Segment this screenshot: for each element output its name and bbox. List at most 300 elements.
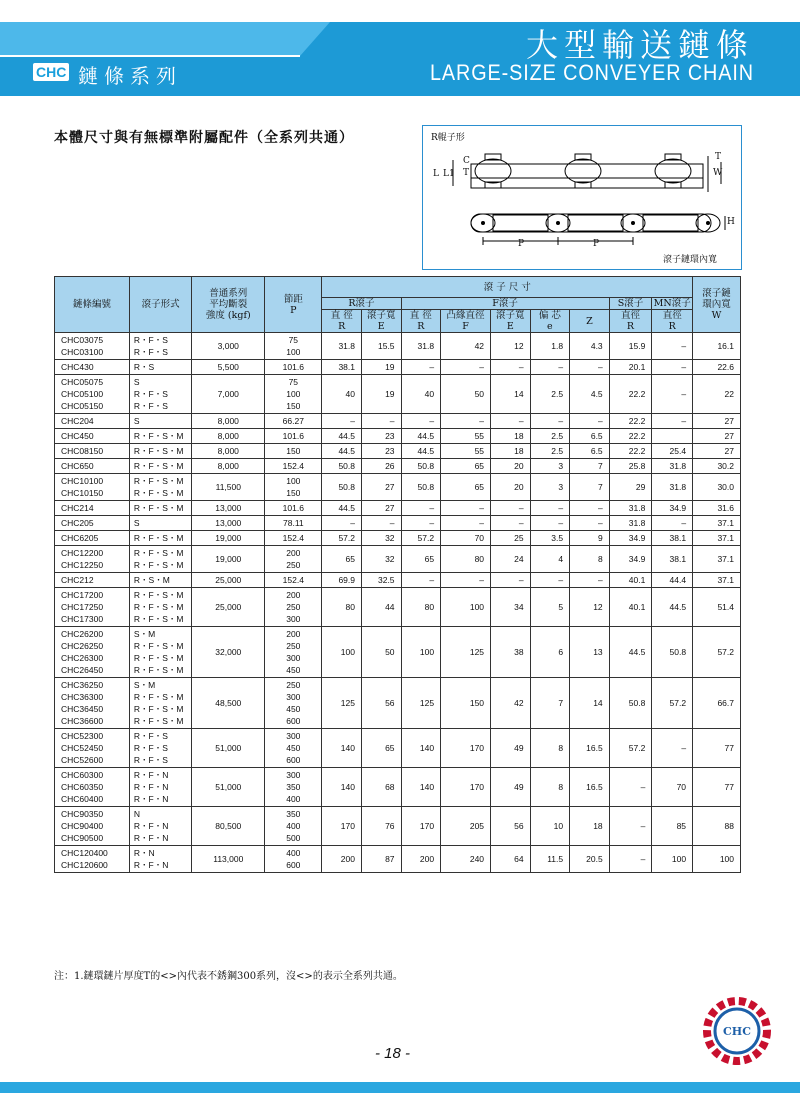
value-cell: – [609, 846, 652, 873]
value-cell: 55 [441, 429, 491, 444]
value-cell: 24 [491, 546, 531, 573]
value-cell: 20 [491, 474, 531, 501]
table-row [55, 729, 741, 768]
chain-no-cell: CHC450 [55, 429, 130, 444]
value-cell: 32 [361, 531, 401, 546]
value-cell: 6 [530, 627, 570, 678]
value-cell: 50 [361, 627, 401, 678]
value-cell: 40.1 [609, 588, 652, 627]
roller-type-cell: S R・F・S R・F・S [129, 375, 191, 414]
value-cell: 44.5 [652, 588, 693, 627]
col-mn-roller: MN滾子 [653, 298, 691, 309]
pitch-cell: 200 250 300 [265, 588, 322, 627]
pitch-cell: 152.4 [265, 459, 322, 474]
table-row [55, 768, 741, 807]
value-cell: 27 [361, 501, 401, 516]
footer-bar [0, 1082, 800, 1093]
pitch-cell: 101.6 [265, 360, 322, 375]
page-title-cn: 大型輸送鏈條 [525, 26, 754, 64]
table-row [55, 429, 741, 444]
value-cell: 50.8 [401, 474, 441, 501]
value-cell: 19 [361, 360, 401, 375]
value-cell: 56 [361, 678, 401, 729]
value-cell: 125 [441, 627, 491, 678]
strength-cell: 13,000 [192, 516, 265, 531]
value-cell: 15.5 [361, 333, 401, 360]
value-cell: – [652, 375, 693, 414]
pitch-cell: 101.6 [265, 429, 322, 444]
value-cell: 7 [530, 678, 570, 729]
value-cell: 44.5 [322, 444, 362, 459]
value-cell: 87 [361, 846, 401, 873]
table-row [55, 333, 741, 360]
value-cell: 50.8 [322, 459, 362, 474]
strength-cell: 11,500 [192, 474, 265, 501]
value-cell: 57.2 [652, 678, 693, 729]
value-cell: 50.8 [609, 678, 652, 729]
value-cell: 50.8 [652, 627, 693, 678]
strength-cell: 7,000 [192, 375, 265, 414]
value-cell: – [609, 807, 652, 846]
value-cell: 20 [491, 459, 531, 474]
table-row [55, 414, 741, 429]
pitch-cell: 300 350 400 [265, 768, 322, 807]
pitch-cell: 101.6 [265, 501, 322, 516]
value-cell: 77 [693, 729, 741, 768]
value-cell: 34.9 [609, 531, 652, 546]
value-cell: 31.8 [401, 333, 441, 360]
value-cell: 37.1 [693, 546, 741, 573]
strength-cell: 8,000 [192, 429, 265, 444]
subcol-f-ecc: 偏 芯 e [530, 310, 570, 333]
value-cell: 40 [322, 375, 362, 414]
value-cell: 40 [401, 375, 441, 414]
value-cell: 240 [441, 846, 491, 873]
value-cell: – [652, 516, 693, 531]
value-cell: 23 [361, 444, 401, 459]
value-cell: 34.9 [652, 501, 693, 516]
strength-cell: 48,500 [192, 678, 265, 729]
value-cell: – [491, 573, 531, 588]
strength-cell: 19,000 [192, 546, 265, 573]
table-row [55, 375, 741, 414]
table-row [55, 459, 741, 474]
value-cell: 42 [441, 333, 491, 360]
col-pitch: 節距 P [265, 277, 322, 333]
value-cell: 100 [693, 846, 741, 873]
subcol-r-dia: 直 徑 R [322, 310, 362, 333]
strength-cell: 13,000 [192, 501, 265, 516]
strength-cell: 32,000 [192, 627, 265, 678]
value-cell: 100 [652, 846, 693, 873]
value-cell: 140 [322, 768, 362, 807]
value-cell: 20.5 [570, 846, 610, 873]
value-cell: 9 [570, 531, 610, 546]
value-cell: 77 [693, 768, 741, 807]
value-cell: – [401, 501, 441, 516]
pitch-cell: 200 250 300 450 [265, 627, 322, 678]
roller-type-cell: R・F・S R・F・S R・F・S [129, 729, 191, 768]
value-cell: 15.9 [609, 333, 652, 360]
value-cell: 2.5 [530, 375, 570, 414]
chain-no-cell: CHC36250 CHC36300 CHC36450 CHC36600 [55, 678, 130, 729]
table-row [55, 546, 741, 573]
strength-cell: 113,000 [192, 846, 265, 873]
pitch-cell: 75 100 [265, 333, 322, 360]
value-cell: 7 [570, 459, 610, 474]
value-cell: – [491, 414, 531, 429]
value-cell: – [322, 516, 362, 531]
chain-no-cell: CHC214 [55, 501, 130, 516]
value-cell: 140 [401, 768, 441, 807]
roller-type-cell: R・F・S・M [129, 444, 191, 459]
value-cell: – [491, 501, 531, 516]
value-cell: 150 [441, 678, 491, 729]
roller-type-cell: R・F・S・M [129, 531, 191, 546]
roller-type-cell: R・F・S・M [129, 429, 191, 444]
value-cell: – [441, 516, 491, 531]
value-cell: 125 [322, 678, 362, 729]
value-cell: 27 [693, 444, 741, 459]
value-cell: 76 [361, 807, 401, 846]
value-cell: – [570, 360, 610, 375]
value-cell: – [322, 414, 362, 429]
value-cell: – [570, 414, 610, 429]
value-cell: 25 [491, 531, 531, 546]
value-cell [652, 429, 693, 444]
value-cell: 31.8 [652, 459, 693, 474]
chain-no-cell: CHC26200 CHC26250 CHC26300 CHC26450 [55, 627, 130, 678]
page-title-en: LARGE-SIZE CONVEYER CHAIN [430, 60, 754, 85]
pitch-cell: 66.27 [265, 414, 322, 429]
chc-gear-logo [702, 996, 772, 1066]
value-cell: 205 [441, 807, 491, 846]
value-cell: 80 [322, 588, 362, 627]
chain-no-cell: CHC120400 CHC120600 [55, 846, 130, 873]
label-C: C [463, 156, 470, 166]
value-cell: 23 [361, 429, 401, 444]
value-cell: 70 [652, 768, 693, 807]
col-roller-type: 滾子形式 [129, 277, 191, 333]
value-cell: – [652, 333, 693, 360]
value-cell: 19 [361, 375, 401, 414]
subcol-s-dia: 直徑 R [609, 310, 652, 333]
value-cell: 65 [441, 474, 491, 501]
value-cell: 8 [570, 546, 610, 573]
chain-drawing [423, 126, 741, 269]
value-cell: 30.0 [693, 474, 741, 501]
value-cell: 38.1 [652, 546, 693, 573]
value-cell: 65 [401, 546, 441, 573]
table-row [55, 531, 741, 546]
strength-cell: 25,000 [192, 573, 265, 588]
strength-cell: 19,000 [192, 531, 265, 546]
value-cell: 37.1 [693, 531, 741, 546]
chain-diagram [422, 125, 742, 270]
value-cell: 170 [441, 729, 491, 768]
value-cell: 170 [322, 807, 362, 846]
value-cell: 2.5 [530, 444, 570, 459]
roller-type-cell: R・S [129, 360, 191, 375]
value-cell: 44.5 [401, 429, 441, 444]
value-cell: 22 [693, 375, 741, 414]
table-row [55, 627, 741, 678]
value-cell: 57.2 [609, 729, 652, 768]
pitch-cell: 150 [265, 444, 322, 459]
value-cell: 32 [361, 546, 401, 573]
value-cell: 69.9 [322, 573, 362, 588]
value-cell: 70 [441, 531, 491, 546]
roller-type-cell: S・M R・F・S・M R・F・S・M R・F・S・M [129, 678, 191, 729]
value-cell: 22.2 [609, 414, 652, 429]
value-cell: 44.5 [609, 627, 652, 678]
diagram-caption: R輥子形 [431, 133, 465, 143]
value-cell: – [570, 516, 610, 531]
strength-cell: 25,000 [192, 588, 265, 627]
pitch-cell: 152.4 [265, 531, 322, 546]
value-cell: 66.7 [693, 678, 741, 729]
value-cell: – [652, 360, 693, 375]
value-cell: 64 [491, 846, 531, 873]
value-cell: 8 [530, 729, 570, 768]
page-number: - 18 - [375, 1045, 411, 1062]
chain-no-cell: CHC03075 CHC03100 [55, 333, 130, 360]
value-cell: 125 [401, 678, 441, 729]
roller-type-cell: R・F・S R・F・S [129, 333, 191, 360]
value-cell: 25.8 [609, 459, 652, 474]
value-cell: 32.5 [361, 573, 401, 588]
value-cell: – [441, 414, 491, 429]
value-cell: 1.8 [530, 333, 570, 360]
chain-no-cell: CHC08150 [55, 444, 130, 459]
value-cell: 16.1 [693, 333, 741, 360]
table-row [55, 516, 741, 531]
value-cell: 16.5 [570, 768, 610, 807]
roller-type-cell: R・N R・F・N [129, 846, 191, 873]
pitch-cell: 300 450 600 [265, 729, 322, 768]
value-cell: – [401, 360, 441, 375]
spec-table [54, 276, 741, 873]
subcol-f-dia: 直 徑 R [401, 310, 441, 333]
pitch-cell: 350 400 500 [265, 807, 322, 846]
strength-cell: 51,000 [192, 768, 265, 807]
value-cell: 57.2 [693, 627, 741, 678]
value-cell: – [609, 768, 652, 807]
label-W: W [713, 168, 723, 178]
chain-no-cell: CHC60300 CHC60350 CHC60400 [55, 768, 130, 807]
value-cell: 38 [491, 627, 531, 678]
value-cell: 170 [401, 807, 441, 846]
value-cell: 18 [570, 807, 610, 846]
value-cell: 29 [609, 474, 652, 501]
table-row [55, 807, 741, 846]
value-cell: 7 [570, 474, 610, 501]
subcol-mn-dia: 直徑 R [652, 310, 693, 333]
value-cell: 100 [401, 627, 441, 678]
roller-type-cell: N R・F・N R・F・N [129, 807, 191, 846]
value-cell: 100 [322, 627, 362, 678]
section-title: 本體尺寸與有無標準附屬配件（全系列共通） [54, 130, 354, 146]
roller-type-cell: R・F・S・M [129, 501, 191, 516]
strength-cell: 8,000 [192, 444, 265, 459]
chain-no-cell: CHC650 [55, 459, 130, 474]
value-cell: – [570, 573, 610, 588]
value-cell: 200 [401, 846, 441, 873]
value-cell: 31.8 [322, 333, 362, 360]
value-cell: 25.4 [652, 444, 693, 459]
value-cell: 140 [322, 729, 362, 768]
value-cell: – [401, 573, 441, 588]
value-cell: 5 [530, 588, 570, 627]
value-cell: 50.8 [401, 459, 441, 474]
footnote: 注：1.鏈環鏈片厚度T的<>內代表不銹鋼300系列，沒<>的表示全系列共通。 [54, 971, 403, 982]
subcol-r-width: 滾子寬 E [361, 310, 401, 333]
value-cell: 50 [441, 375, 491, 414]
roller-type-cell: S [129, 414, 191, 429]
chain-no-cell: CHC17200 CHC17250 CHC17300 [55, 588, 130, 627]
pitch-cell: 78.11 [265, 516, 322, 531]
value-cell: 68 [361, 768, 401, 807]
value-cell: 20.1 [609, 360, 652, 375]
value-cell: 38.1 [322, 360, 362, 375]
subcol-f-flange: 凸緣直徑 F [441, 310, 491, 333]
value-cell: 14 [491, 375, 531, 414]
value-cell: 22.2 [609, 444, 652, 459]
label-P2: P [593, 239, 600, 249]
label-L: L [433, 169, 439, 179]
label-P1: P [518, 239, 525, 249]
value-cell: 57.2 [322, 531, 362, 546]
value-cell: 31.8 [652, 474, 693, 501]
value-cell: 65 [322, 546, 362, 573]
chain-no-cell: CHC212 [55, 573, 130, 588]
value-cell: – [530, 573, 570, 588]
inner-width-label: 滾子鏈環內寬 [663, 255, 718, 265]
table-row [55, 444, 741, 459]
value-cell: – [652, 414, 693, 429]
value-cell: 37.1 [693, 573, 741, 588]
value-cell: 16.5 [570, 729, 610, 768]
table-row [55, 360, 741, 375]
col-strength: 普通系列 平均斷裂 強度 (kgf) [192, 277, 265, 333]
strength-cell: 51,000 [192, 729, 265, 768]
chain-no-cell: CHC90350 CHC90400 CHC90500 [55, 807, 130, 846]
chain-no-cell: CHC52300 CHC52450 CHC52600 [55, 729, 130, 768]
value-cell: – [361, 414, 401, 429]
value-cell: 3 [530, 459, 570, 474]
value-cell: – [652, 729, 693, 768]
pitch-cell: 250 300 450 600 [265, 678, 322, 729]
value-cell: 140 [401, 729, 441, 768]
value-cell: 65 [441, 459, 491, 474]
value-cell: 4.3 [570, 333, 610, 360]
col-inner-width: 滾子鏈 環內寬 W [693, 277, 741, 333]
value-cell: 38.1 [652, 531, 693, 546]
value-cell: 4.5 [570, 375, 610, 414]
col-roller-dims: 滾 子 尺 寸 [322, 277, 693, 298]
value-cell: 88 [693, 807, 741, 846]
value-cell: 11.5 [530, 846, 570, 873]
value-cell: – [361, 516, 401, 531]
chain-no-cell: CHC05075 CHC05100 CHC05150 [55, 375, 130, 414]
value-cell: 2.5 [530, 429, 570, 444]
value-cell: 31.8 [609, 501, 652, 516]
table-row [55, 573, 741, 588]
strength-cell: 8,000 [192, 414, 265, 429]
col-r-roller: R滾子 [322, 298, 401, 310]
value-cell: 170 [441, 768, 491, 807]
strength-cell: 5,500 [192, 360, 265, 375]
brand-logo: CHC [33, 63, 69, 81]
value-cell: 49 [491, 768, 531, 807]
chain-no-cell: CHC10100 CHC10150 [55, 474, 130, 501]
value-cell: 4 [530, 546, 570, 573]
roller-type-cell: R・S・M [129, 573, 191, 588]
value-cell: 18 [491, 429, 531, 444]
value-cell: 12 [570, 588, 610, 627]
value-cell: 44.5 [322, 429, 362, 444]
strength-cell: 8,000 [192, 459, 265, 474]
value-cell: 200 [322, 846, 362, 873]
value-cell: 44.4 [652, 573, 693, 588]
pitch-cell: 200 250 [265, 546, 322, 573]
roller-type-cell: R・F・S・M [129, 459, 191, 474]
col-f-roller: F滾子 [401, 298, 609, 310]
roller-type-cell: S [129, 516, 191, 531]
value-cell: 6.5 [570, 444, 610, 459]
value-cell: 55 [441, 444, 491, 459]
value-cell: 34.9 [609, 546, 652, 573]
value-cell: – [441, 573, 491, 588]
roller-type-cell: R・F・N R・F・N R・F・N [129, 768, 191, 807]
value-cell: – [441, 501, 491, 516]
pitch-cell: 75 100 150 [265, 375, 322, 414]
chain-no-cell: CHC204 [55, 414, 130, 429]
value-cell: – [401, 516, 441, 531]
value-cell: 57.2 [401, 531, 441, 546]
value-cell: 3.5 [530, 531, 570, 546]
value-cell: 85 [652, 807, 693, 846]
chain-no-cell: CHC430 [55, 360, 130, 375]
value-cell: 22.6 [693, 360, 741, 375]
value-cell: 51.4 [693, 588, 741, 627]
value-cell: 30.2 [693, 459, 741, 474]
pitch-cell: 400 600 [265, 846, 322, 873]
value-cell: – [530, 414, 570, 429]
value-cell: 49 [491, 729, 531, 768]
pitch-cell: 100 150 [265, 474, 322, 501]
value-cell: 14 [570, 678, 610, 729]
series-label: 鏈條系列 [78, 64, 182, 88]
header-banner [0, 0, 800, 96]
pitch-cell: 152.4 [265, 573, 322, 588]
value-cell: 31.8 [609, 516, 652, 531]
value-cell: – [530, 501, 570, 516]
label-L1: L1 [443, 169, 455, 179]
value-cell: 80 [441, 546, 491, 573]
label-H: H [727, 217, 735, 227]
value-cell: 13 [570, 627, 610, 678]
table-row [55, 501, 741, 516]
chain-no-cell: CHC6205 [55, 531, 130, 546]
value-cell: 27 [693, 429, 741, 444]
col-s-roller: S滾子 [609, 298, 652, 310]
value-cell: 31.6 [693, 501, 741, 516]
value-cell: 80 [401, 588, 441, 627]
value-cell: – [570, 501, 610, 516]
value-cell: – [401, 414, 441, 429]
value-cell: – [491, 516, 531, 531]
